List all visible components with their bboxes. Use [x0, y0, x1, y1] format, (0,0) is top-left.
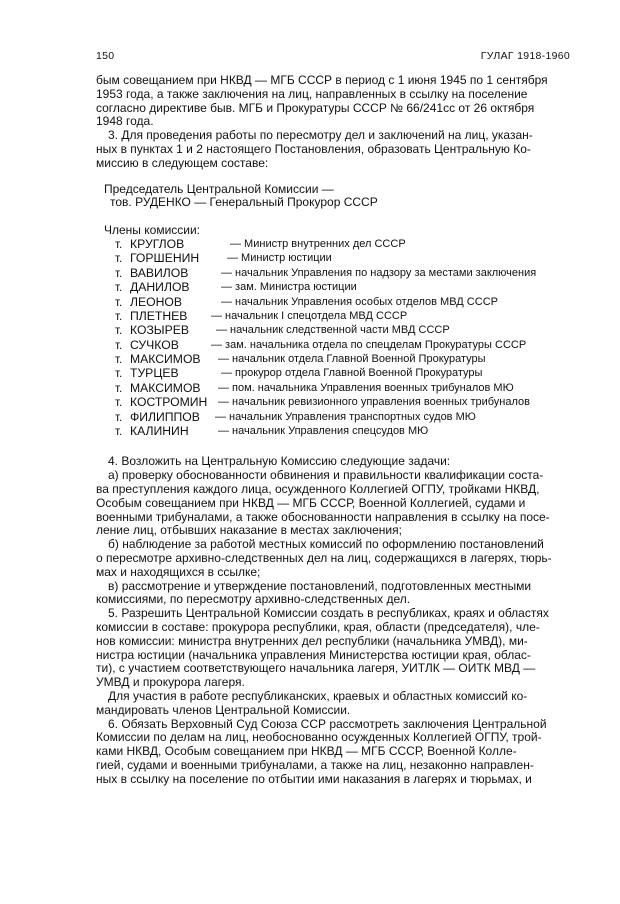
member-role: — пом. начальника Управления военных трибуналов МЮ	[218, 381, 514, 394]
member-prefix: т.	[115, 353, 123, 367]
member-name: МАКСИМОВ	[130, 352, 201, 367]
member-role: — зам. Министра юстиции	[221, 281, 357, 294]
member-prefix: т.	[115, 425, 123, 439]
member-prefix: т.	[115, 410, 123, 424]
member-prefix: т.	[115, 266, 123, 280]
member-row	[96, 396, 570, 410]
text-line: Для участия в работе республиканских, краевых и областных комиссий ко-	[108, 689, 528, 703]
text-line: комиссиями, по пересмотру архивно-следственных дел.	[96, 593, 411, 607]
text-line: 1953 года, а также заключения на лиц, направленных в ссылку на поселение	[96, 87, 528, 101]
member-row	[96, 425, 570, 439]
text-line: 5. Разрешить Центральной Комиссии создать в республиках, краях и областях	[108, 607, 549, 621]
text-line: УМВД и прокурора лагеря.	[96, 676, 245, 690]
point-5-paragraph	[96, 607, 570, 717]
member-row	[96, 367, 570, 381]
text-line: нов комиссии: министра внутренних дел республики (начальника УМВД), ми-	[96, 634, 528, 648]
member-role: — Министр внутренних дел СССР	[230, 237, 406, 250]
text-line: ных в ссылку на поселение по отбытии ими наказания в лагерях и тюрьмах, и	[96, 772, 532, 786]
text-line: мандировать членов Центральной Комиссии.	[96, 703, 351, 717]
member-role: — прокурор отдела Главной Военной Прокуратуры	[221, 367, 483, 380]
text-line: о пересмотре архивно-следственных дел на лиц, содержащихся в лагерях, тюрь-	[96, 552, 552, 566]
document-body	[96, 74, 570, 787]
text-line: комиссии в составе: прокурора республики, края, области (председателя), чле-	[96, 621, 540, 634]
text-line: ва преступления каждого лица, осужденного Коллегией ОГПУ, тройками НКВД,	[96, 483, 540, 497]
member-role: — зам. начальника отдела по спецделам Прокуратуры СССР	[211, 338, 527, 351]
member-name: ЛЕОНОВ	[130, 294, 183, 309]
member-prefix: т.	[115, 281, 123, 295]
member-row	[96, 281, 570, 295]
member-prefix: т.	[115, 396, 123, 410]
page-header	[96, 50, 570, 66]
chairman-person: тов. РУДЕНКО — Генеральный Прокурор СССР	[110, 196, 378, 210]
member-name: ДАНИЛОВ	[130, 280, 190, 295]
text-line: а) проверку обоснованности обвинения и правильности квалификации соста-	[108, 469, 544, 483]
member-row	[96, 252, 570, 266]
member-role: — начальник Управления по надзору за местами заключения	[221, 266, 537, 279]
text-line: 1948 года.	[96, 115, 154, 129]
member-prefix: т.	[115, 295, 123, 309]
member-role: — начальник отдела Главной Военной Прокуратуры	[218, 353, 486, 366]
text-line: ление лиц, отбывших наказание в местах заключения;	[96, 524, 402, 538]
member-name: ТУРЦЕВ	[130, 366, 179, 381]
point-3-paragraph	[96, 129, 570, 170]
member-name: КОЗЫРЕВ	[130, 323, 189, 338]
member-prefix: т.	[115, 381, 123, 395]
member-row	[96, 296, 570, 310]
members-title: Члены комиссии:	[104, 224, 201, 238]
member-role: — начальник следственной части МВД СССР	[216, 324, 450, 337]
member-role: — начальник Управления спецсудов МЮ	[218, 425, 429, 438]
page-number: 150	[96, 50, 115, 62]
text-line: военными трибуналами, а также обоснованности направления в ссылку на посе-	[96, 510, 550, 524]
text-line: нистра юстиции (начальника управления Министерства юстиции края, облас-	[96, 648, 531, 662]
member-name: КАЛИНИН	[130, 424, 189, 439]
text-line: 3. Для проведения работы по пересмотру дел и заключений на лиц, указан-	[108, 129, 533, 143]
member-row	[96, 382, 570, 396]
member-row	[96, 267, 570, 281]
member-prefix: т.	[115, 237, 123, 251]
member-name: ГОРШЕНИН	[130, 251, 200, 266]
member-role: — начальник Управления особых отделов МВД СССР	[221, 295, 498, 308]
member-role: — начальник Управления транспортных судов МЮ	[215, 410, 476, 423]
running-title: ГУЛАГ 1918-1960	[480, 50, 570, 62]
member-name: ФИЛИППОВ	[130, 409, 200, 424]
text-line: в) рассмотрение и утверждение постановлений, подготовленных местными	[108, 579, 532, 593]
member-name: ПЛЕТНЕВ	[130, 308, 188, 323]
chairman-label: Председатель Центральной Комиссии —	[104, 182, 334, 196]
member-name: КРУГЛОВ	[130, 236, 185, 251]
member-row	[96, 339, 570, 353]
members-list	[96, 238, 570, 439]
point-4-paragraph	[96, 455, 570, 607]
intro-paragraph	[96, 74, 570, 129]
member-row	[96, 310, 570, 324]
text-line: ти), с участием соответствующего начальника лагеря, УИТЛК — ОИТК МВД —	[96, 662, 536, 676]
member-name: СУЧКОВ	[130, 337, 179, 352]
member-name: МАКСИМОВ	[130, 380, 201, 395]
text-line: ками НКВД, Особым совещанием при НКВД — МГБ СССР, Военной Колле-	[96, 745, 517, 759]
point-6-paragraph	[96, 718, 570, 787]
text-line: миссию в следующем составе:	[96, 156, 269, 170]
member-prefix: т.	[115, 252, 123, 266]
text-line: гией, судами и военными трибуналами, а также на лиц, незаконно направлен-	[96, 758, 534, 772]
member-name: ВАВИЛОВ	[130, 265, 189, 280]
text-line: Особым совещанием при НКВД — МГБ СССР, Военной Коллегией, судами и	[96, 496, 526, 510]
member-row	[96, 411, 570, 425]
member-role: — начальник I спецотдела МВД СССР	[211, 309, 408, 322]
text-line: согласно директиве быв. МГБ и Прокуратуры СССР № 66/241сс от 26 октября	[96, 101, 535, 115]
member-row	[96, 238, 570, 252]
member-role: — Министр юстиции	[227, 252, 332, 265]
member-name: КОСТРОМИН	[130, 395, 208, 410]
member-row	[96, 353, 570, 367]
text-line: 6. Обязать Верховный Суд Союза ССР рассмотреть заключения Центральной	[108, 717, 547, 731]
text-line: 4. Возложить на Центральную Комиссию следующие задачи:	[108, 455, 451, 469]
member-prefix: т.	[115, 338, 123, 352]
text-line: Комиссии по делам на лиц, необоснованно осужденных Коллегией ОГПУ, трой-	[96, 731, 542, 745]
member-prefix: т.	[115, 324, 123, 338]
member-role: — начальник ревизионного управления военных трибуналов	[218, 396, 531, 409]
member-prefix: т.	[115, 309, 123, 323]
text-line: ных в пунктах 1 и 2 настоящего Постановления, образовать Центральную Ко-	[96, 142, 531, 156]
text-line: бым совещанием при НКВД — МГБ СССР в период с 1 июня 1945 по 1 сентября	[96, 74, 548, 87]
text-line: мах и находящихся в ссылке;	[96, 565, 261, 579]
text-line: б) наблюдение за работой местных комиссий по оформлению постановлений	[108, 538, 544, 552]
member-row	[96, 324, 570, 338]
member-prefix: т.	[115, 367, 123, 381]
